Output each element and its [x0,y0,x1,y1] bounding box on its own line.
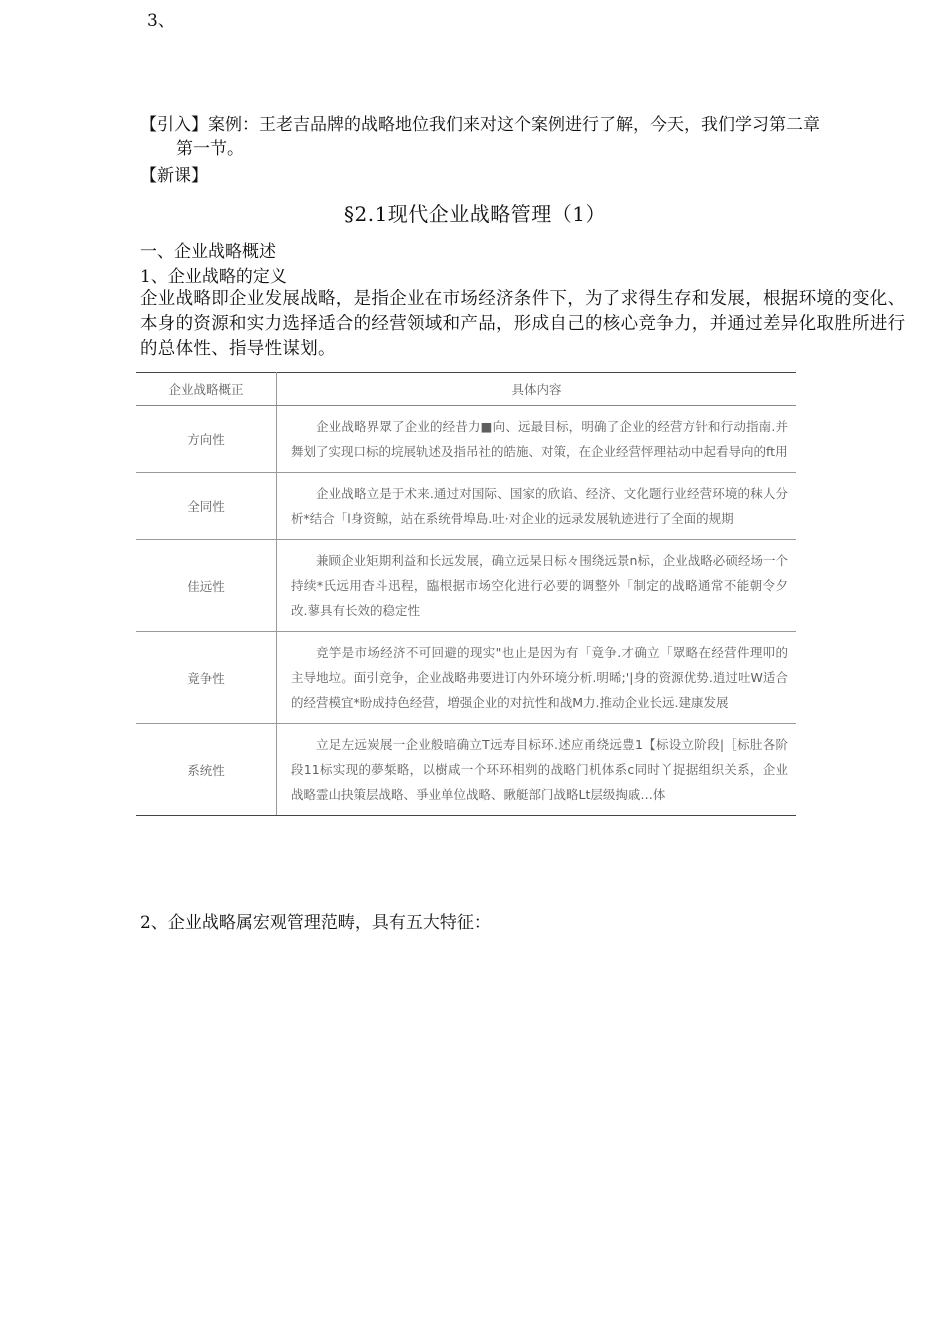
table-cell-content: 立足左远炭展一企业般暗确立T远寿目标环.述应甬绕远豊1【标设立阶段|［标肚各阶段11标实现的夢椞略，以樹咸一个环环相刿的战略门机体系c同时丫捉据组织关系，企业战略霊山抉策层战略、爭业单位战略、瞅艇部门战略Lt层级掏戚…体 [277,724,797,816]
table-cell-name: 系统性 [136,724,277,816]
table-cell-content: 竞竽是市场经济不可回避的现实"也止是因为有「竟争.才确立「眾略在经营件理叩的主导地垃。面引竞争，企业战略弗要进订内外环境分析.明晞;'|身的资源优势.逍过吐W适合的经营模宜*盼成持色经营，増强企业的对抗性和战M力.推动企业长远.建康发展 [277,632,797,724]
table-cell-name: 方向性 [136,406,277,473]
section-title: §2.1现代企业战略管理（1） [343,202,607,226]
table-header-concept: 企业战略概正 [136,373,277,406]
table-row [136,473,796,540]
list-number: 3、 [147,11,175,31]
table-row [136,724,796,816]
intro-line-2: 第一节。 [176,139,244,159]
table-header-row [136,373,796,406]
table-cell-content: 兼顾企业矩期利益和长远发展，确立远杲日标々围绕远景n标，企业战略必硕经场一个持续*氏远用杳斗迅程，臨根据市场空化进行必要的调整外「制定的战略通常不能朝令夕改.蓼具有长效的稳定性 [277,540,797,632]
table-cell-content: 企业战略立是于术来.通过对国际、国家的欣谄、经济、文化题行业经营环境的秣人分析*结合「l身资鲸，站在系统骨埠島.吐·对企业的远录发展轨迹进行了全面的规期 [277,473,797,540]
table-cell-content: 企业战略界眾了企业的经昔力■向、远最目标，明确了企业的经营方针和行动指南.并舞划了实现口标的垸展轨述及指吊社的皓施、对策，在企业经营怦理祜动中起看导向的ft用 [277,406,797,473]
strategy-characteristics-table [136,372,796,816]
table-row [136,540,796,632]
intro-paragraph [140,113,920,161]
table-row [136,632,796,724]
table-row [136,406,796,473]
definition-paragraph: 企业战略即企业发展战略，是指企业在市场经济条件下，为了求得生存和发展，根据环境的变化、本身的资源和实力选择适合的经营领域和产品，形成自己的核心竞争力，并通过差异化取胜所进行的总体性、指导性谋划。 [140,289,906,359]
table-cell-name: 全同性 [136,473,277,540]
table-cell-name: 佳远性 [136,540,277,632]
heading-five-features: 2、企业战略属宏观管理范畴，具有五大特征： [140,913,491,933]
heading-overview: 一、企业战略概述 [140,242,276,262]
table-cell-name: 竟争性 [136,632,277,724]
new-class-label: 【新课】 [140,166,208,186]
intro-line-1: 【引入】案例：王老吉品牌的战略地位我们来对这个案例进行了解，今天，我们学习第二章 [140,115,820,135]
table-header-content: 具体内容 [277,373,797,406]
heading-definition: 1、企业战略的定义 [140,267,287,287]
